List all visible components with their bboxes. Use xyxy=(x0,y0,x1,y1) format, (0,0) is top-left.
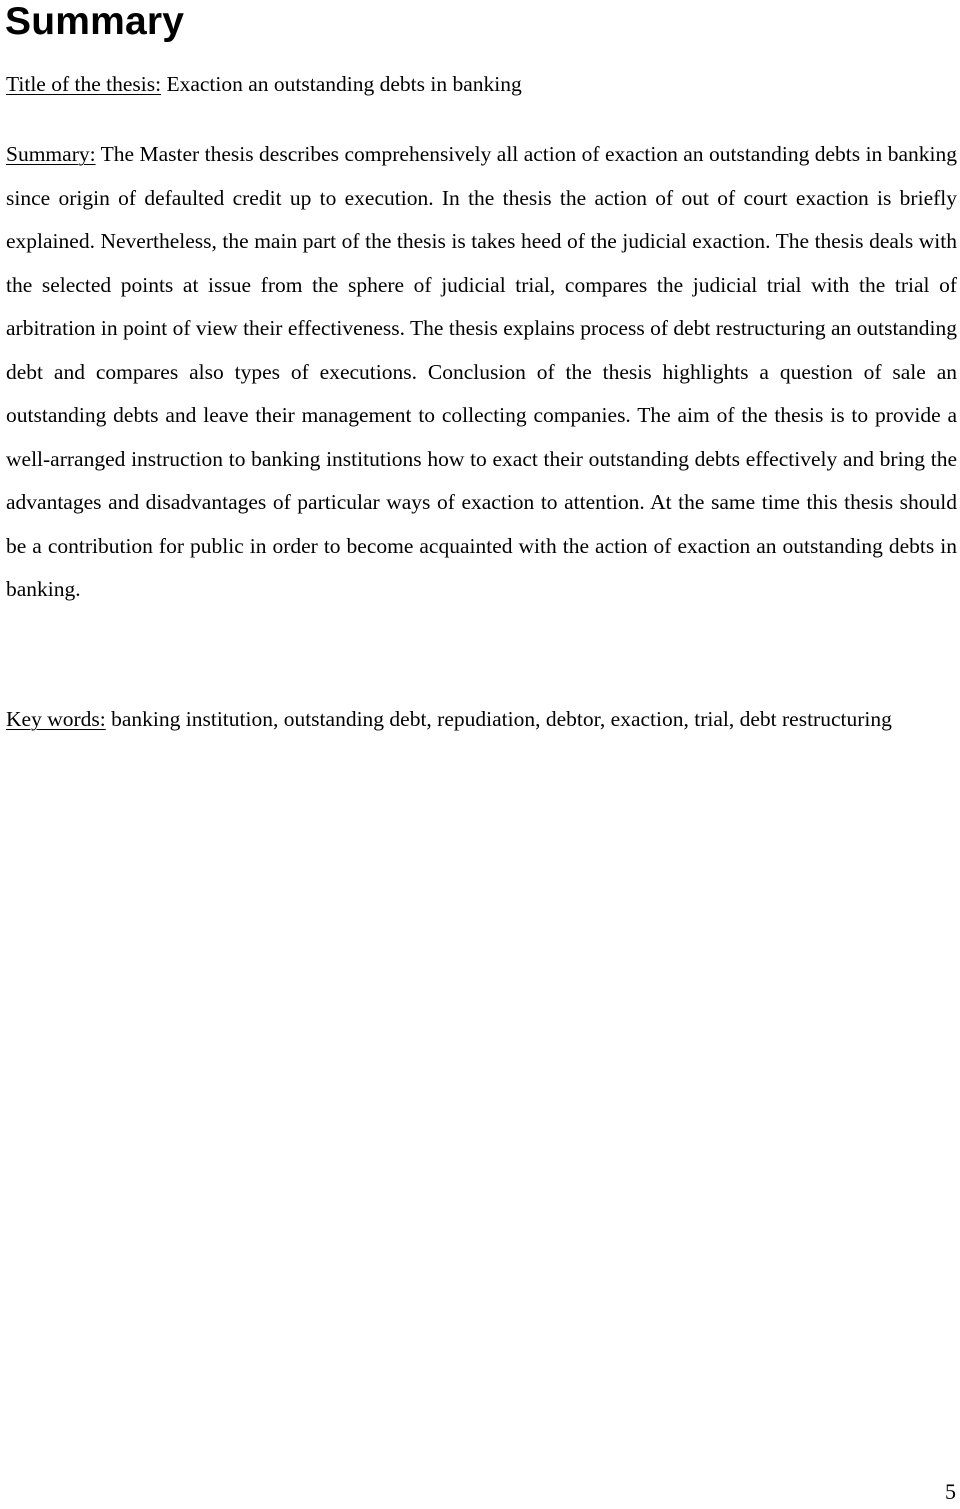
thesis-title-text: Exaction an outstanding debts in banking xyxy=(161,72,522,96)
thesis-title-line xyxy=(6,63,957,107)
keywords-paragraph xyxy=(6,698,957,742)
summary-paragraph xyxy=(6,133,957,612)
keywords-text: banking institution, outstanding debt, repudiation, debtor, exaction, trial, debt restructuring xyxy=(105,707,892,731)
thesis-title-label: Title of the thesis: xyxy=(6,72,162,96)
page-heading: Summary xyxy=(5,0,185,43)
summary-text: The Master thesis describes comprehensively all action of exaction an outstanding debts in banking since origin of defaulted credit up to execution. In the thesis the action of out of court exaction is briefly explained. Nevertheless, the main part of the thesis is takes heed of the judicial exaction. The thesis deals with the selected points at issue from the sphere of judicial trial, compares the judicial trial with the trial of arbitration in point of view their effectiveness. The thesis explains process of debt restructuring an outstanding debt and compares also types of executions. Conclusion of the thesis highlights a question of sale an outstanding debts and leave their management to collecting companies. The aim of the thesis is to provide a well-arranged instruction to banking institutions how to exact their outstanding debts effectively and bring the advantages and disadvantages of particular ways of exaction to attention. At the same time this thesis should be a contribution for public in order to become acquainted with the action of exaction an outstanding debts in banking. xyxy=(6,142,957,601)
summary-label: Summary: xyxy=(6,142,96,166)
keywords-label: Key words: xyxy=(6,707,106,731)
page-number: 5 xyxy=(945,1479,956,1504)
